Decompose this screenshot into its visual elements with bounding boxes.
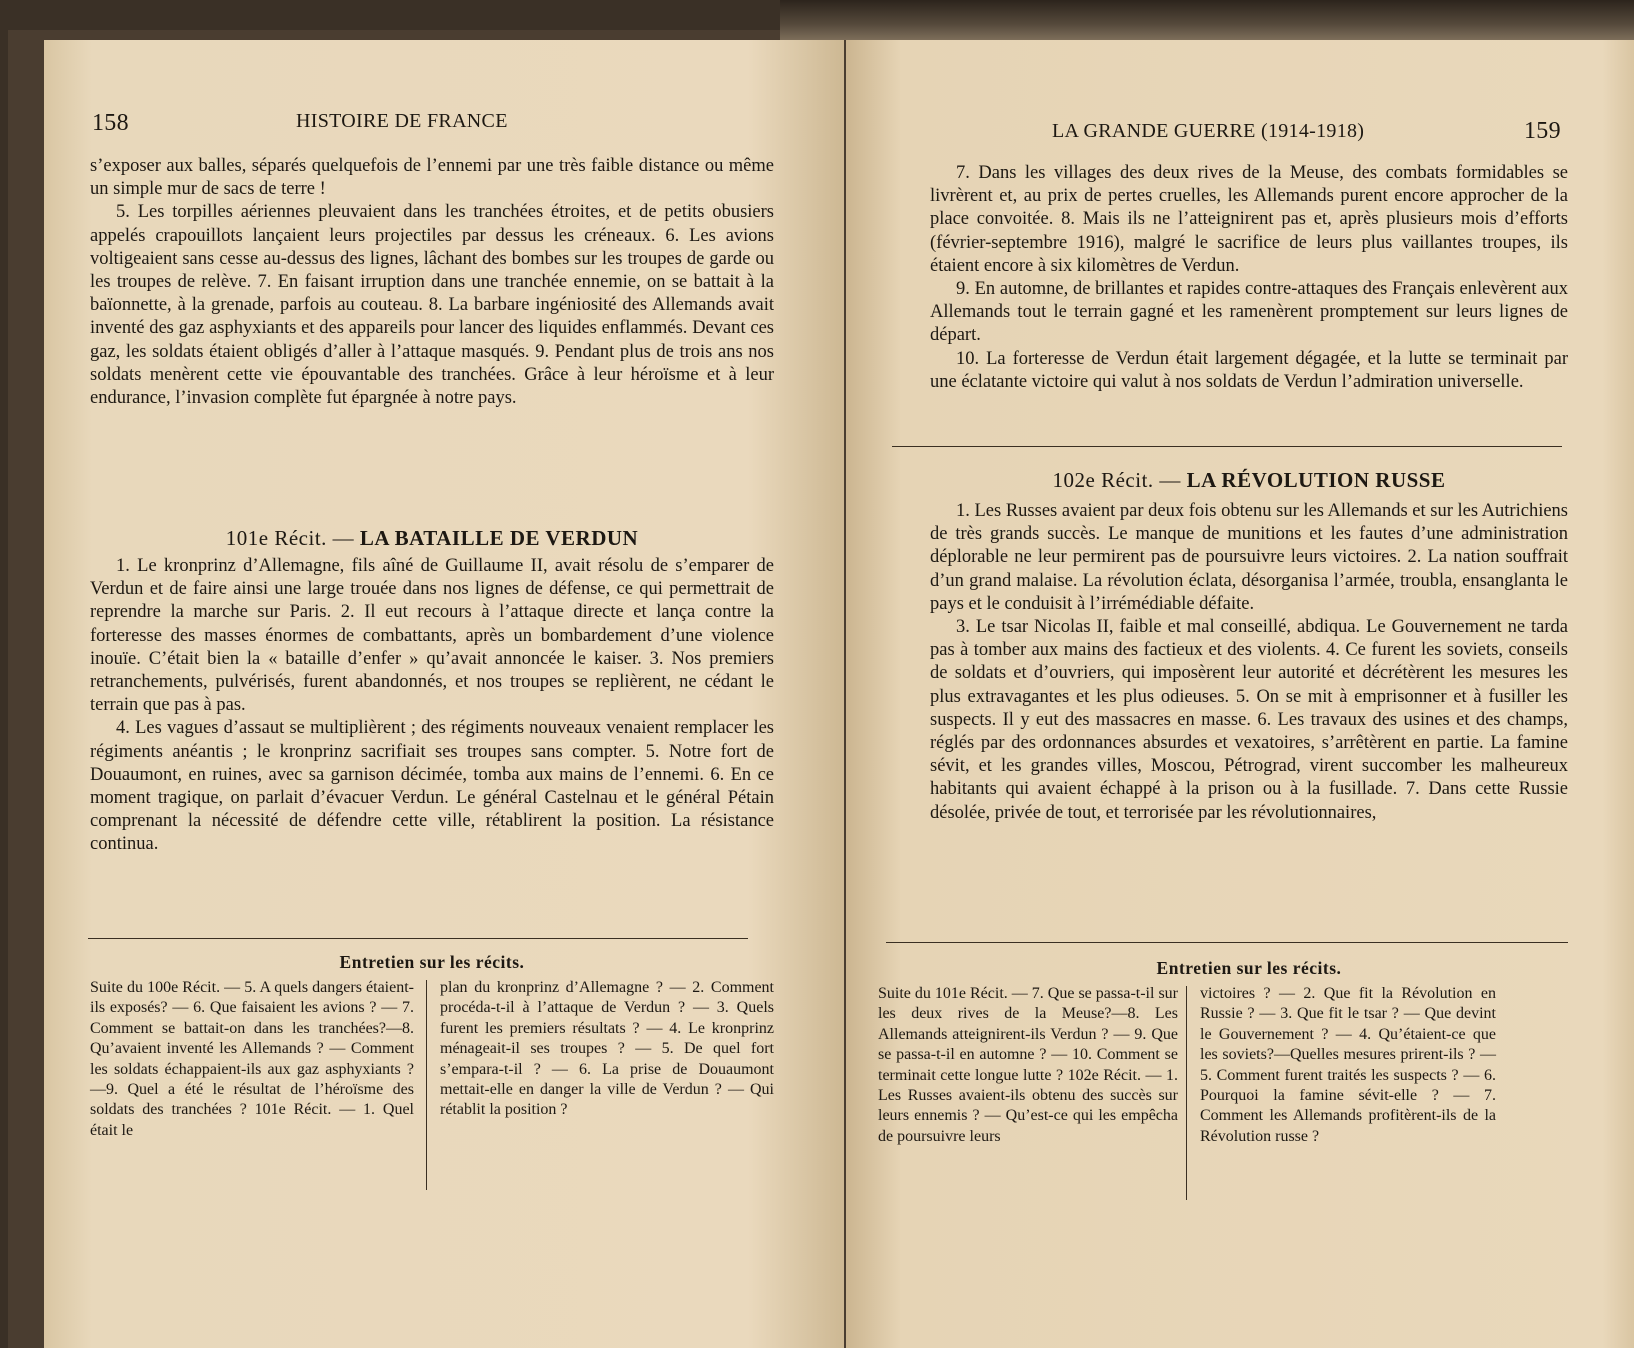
- book-spine-edge: [780, 0, 1634, 40]
- paragraph: s’exposer aux balles, séparés quelquefois de l’ennemi par une très faible distance ou même un simple mur de sacs de terre !: [90, 156, 774, 200]
- divider-rule: [892, 446, 1562, 447]
- section-heading: LA BATAILLE DE VERDUN: [359, 526, 639, 550]
- paragraph: 10. La forteresse de Verdun était largement dégagée, et la lutte se terminait par une éclatante victoire qui valut à nos soldats de Verdun l’admiration universelle.: [930, 348, 1568, 392]
- paragraph: 5. Les torpilles aériennes pleuvaient dans les tranchées étroites, et de petits obusiers appelés crapouillots lançaient leurs projectiles par dessus les créneaux. 6. Les avions voltigeaient sans cesse au-dessus des lignes, lâchant des bombes sur les troupes de garde ou les troupes de relève. 7. En faisant irruption dans une tranchée ennemie, on se battait à la baïonnette, à la grenade, parfois au couteau. 8. La barbare ingéniosité des Allemands avait inventé des gaz asphyxiants et des appareils pour lancer des liquides enflammés. Devant ces gaz, les soldats étaient obligés d’aller à l’attaque masqués. 9. Pendant plus de trois ans nos soldats menèrent cette vie épouvantable des tranchées. Grâce à leur héroïsme et à leur endurance, l’invasion complète fut épargnée à notre pays.: [90, 202, 774, 409]
- paragraph: 3. Le tsar Nicolas II, faible et mal conseillé, abdiqua. Le Gouvernement ne tarda pas à tomber aux mains des factieux et des violents. 4. Ce furent les soviets, conseils de soldats et d’ouvriers, qui imposèrent leur autorité et décrétèrent les mesures les plus extravagantes et les plus odieuses. 5. On se mit à emprisonner et à fusiller les suspects. Il y eut des massacres en masse. 6. Les travaux des usines et des champs, réglés par des ordonnances absurdes et vexatoires, s’arrêtèrent en partie. La famine sévit, et les grandes villes, Moscou, Pétrograd, virent succomber les malheureux habitants qui avaient échappé à la prison ou à la fusillade. 7. Dans cette Russie désolée, privée de tout, et terrorisée par les révolutionnaires,: [930, 617, 1568, 823]
- entretien-title: Entretien sur les récits.: [339, 952, 525, 972]
- column-divider: [426, 980, 427, 1190]
- section-number: 102e Récit. —: [1052, 468, 1181, 492]
- paragraph: 1. Le kronprinz d’Allemagne, fils aîné de Guillaume II, avait résolu de s’emparer de Verdun et de faire ainsi une large trouée dans nos lignes de défense, ce qui permettrait de reprendre la marche sur Paris. 2. Il eut recours à l’attaque directe et lança contre la forteresse des masses énormes de combattants, après un bombardement d’une violence inouïe. C’était bien la « bataille d’enfer » qu’avait annoncée le kaiser. 3. Nos premiers retranchements, pulvérisés, furent abandonnés, et nos troupes se replièrent, ne cédant le terrain que pas à pas.: [90, 556, 774, 716]
- left-page: [44, 40, 844, 1348]
- section-number: 101e Récit. —: [225, 526, 355, 550]
- page-number-right: 159: [1524, 118, 1561, 144]
- questions-column-2: victoires ? — 2. Que fit la Révolution en Russie ? — 3. Que fit le tsar ? — Que devint le Gouvernement ? — 4. Qu’étaient-ce que les soviets?—Quelles mesures prirent-ils ? — 5. Comment furent traités les suspects ? — 6. Pourquoi la famine sévit-elle ? — 7. Comment les Allemands profitèrent-ils de la Révolution russe ?: [1200, 985, 1496, 1145]
- section-title-revolution: [930, 468, 1568, 493]
- running-head-left: HISTOIRE DE FRANCE: [296, 110, 508, 132]
- questions-column-1: Suite du 101e Récit. — 7. Que se passa-t-il sur les deux rives de la Meuse?—8. Les Allemands atteignirent-ils Verdun ? — 9. Que se passa-t-il en automne ? — 10. Comment se terminait cette longue lutte ? 102e Récit. — 1. Les Russes avaient-ils obtenu des succès sur leurs ennemis ? — Qu’est-ce qui les empêcha de poursuivre leurs: [878, 985, 1178, 1145]
- running-head-right: LA GRANDE GUERRE (1914-1918): [1052, 120, 1365, 142]
- paragraph: 9. En automne, de brillantes et rapides contre-attaques des Français enlevèrent aux Allemands tout le terrain gagné et les ramenèrent promptement sur leurs lignes de départ.: [930, 279, 1568, 346]
- paragraph: 1. Les Russes avaient par deux fois obtenu sur les Allemands et sur les Autrichiens de très grands succès. Le manque de munitions et les fautes d’une administration déplorable ne leur permirent pas de poursuivre leurs victoires. 2. La nation souffrait d’un grand malaise. La révolution éclata, désorganisa l’armée, troubla, ensanglanta le pays et le conduisit à l’irrémédiable défaite.: [930, 501, 1568, 614]
- right-page: [846, 40, 1634, 1348]
- paragraph: 7. Dans les villages des deux rives de la Meuse, des combats formidables se livrèrent et, au prix de pertes cruelles, les Allemands purent encore approcher de la place convoitée. 8. Mais ils ne l’atteignirent pas et, après plusieurs mois d’efforts (février-septembre 1916), malgré le sacrifice de leurs plus vaillantes troupes, ils étaient encore à six kilomètres de Verdun.: [930, 163, 1568, 276]
- right-top-text: [930, 162, 1568, 394]
- questions-column-2: plan du kronprinz d’Allemagne ? — 2. Comment procéda-t-il à l’attaque de Verdun ? — 3. Quels furent les premiers résultats ? — 4. Le kronprinz ménageait-il ses troupes ? — 5. De quel fort s’empara-t-il ? — 6. La prise de Douaumont mettait-elle en danger la ville de Verdun ? — Qui rétablit la position ?: [440, 979, 774, 1119]
- right-section-text: [930, 500, 1568, 825]
- page-number-left: 158: [92, 110, 129, 136]
- divider-rule: [88, 938, 748, 939]
- questions-column-1: Suite du 100e Récit. — 5. A quels dangers étaient-ils exposés? — 6. Que faisaient les avions ? — 7. Comment se battait-on dans les tranchées?—8. Qu’avaient inventé les Allemands ? — Comment les soldats échappaient-ils aux gaz asphyxiants ?—9. Quel a été le résultat de l’héroïsme des soldats des tranchées ? 101e Récit. — 1. Quel était le: [90, 979, 414, 1139]
- divider-rule: [886, 942, 1568, 943]
- paragraph: 4. Les vagues d’assaut se multiplièrent ; des régiments nouveaux venaient remplacer les régiments anéantis ; le kronprinz sacrifiait ses troupes sans compter. 5. Notre fort de Douaumont, en ruines, avec sa garnison décimée, tomba aux mains de l’ennemi. 6. En ce moment tragique, on parlait d’évacuer Verdun. Le général Castelnau et le général Pétain comprenant la nécessité de défendre cette ville, rétablirent la position. La résistance continua.: [90, 718, 774, 855]
- left-top-text: [90, 155, 774, 410]
- section-heading: LA RÉVOLUTION RUSSE: [1186, 468, 1446, 492]
- left-section-text: [90, 555, 774, 857]
- section-title-verdun: [90, 526, 774, 551]
- column-divider: [1186, 986, 1187, 1200]
- entretien-title: Entretien sur les récits.: [1156, 958, 1342, 978]
